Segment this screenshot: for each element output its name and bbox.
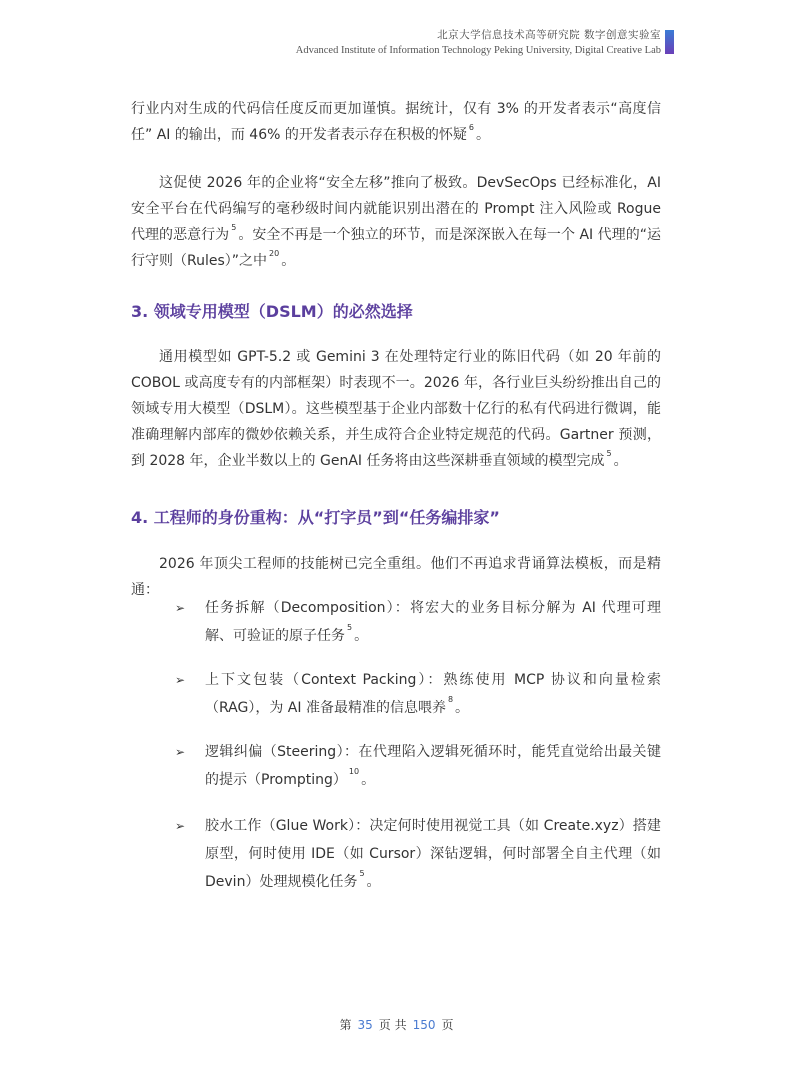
paragraph-security [131,170,661,274]
list-item-end: 。 [455,700,470,716]
citation-ref: 5 [347,623,353,632]
footer-suffix: 页 [441,1018,454,1032]
section-heading-3: 3. 领域专用模型（DSLM）的必然选择 [131,302,413,321]
paragraph-text: 。 [475,127,490,143]
citation-ref: 5 [231,223,237,232]
section-heading-4: 4. 工程师的身份重构：从“打字员”到“任务编排家” [131,508,500,527]
paragraph-text: 。安全不再是一个独立的环节，而是深深嵌入在每一个 AI 代理的“运行守则（Rules）”之中 [131,227,662,269]
list-item-text [205,812,661,896]
arrow-bullet-icon: ➢ [175,819,186,833]
paragraph-text: 。 [281,253,296,269]
list-item-end: 。 [366,874,381,890]
citation-ref: 8 [447,695,454,704]
list-item-body: 逻辑纠偏（Steering）：在代理陷入逻辑死循环时，能凭直觉给出最关键的提示（Prompting） [205,744,661,788]
list-item-text [205,738,661,794]
paragraph-text: 。 [613,453,628,469]
total-pages: 150 [412,1018,436,1032]
footer-prefix: 第 [339,1018,352,1032]
arrow-bullet-icon: ➢ [175,745,186,759]
list-item [175,738,661,794]
list-item-text [205,666,661,722]
paragraph-skills-intro: 2026 年顶尖工程师的技能树已完全重组。他们不再追求背诵算法模板，而是精通： [131,556,661,598]
page-footer [0,1016,793,1033]
citation-ref: 10 [348,767,360,776]
citation-ref: 5 [606,449,612,458]
paragraph-trust [131,96,661,148]
arrow-bullet-icon: ➢ [175,673,186,687]
header-institute-cn: 北京大学信息技术高等研究院 数字创意实验室 [437,29,661,41]
paragraph-dslm [131,344,661,474]
list-item-body: 上下文包装（Context Packing）：熟练使用 MCP 协议和向量检索（RAG），为 AI 准备最精准的信息喂养 [205,672,661,716]
list-item-body: 胶水工作（Glue Work）：决定何时使用视觉工具（如 Create.xyz）搭建原型，何时使用 IDE（如 Cursor）深钻逻辑，何时部署全自主代理（如 Devin）处理规模化任务 [205,818,661,890]
paragraph-text: 行业内对生成的代码信任度反而更加谨慎。据统计，仅有 3% 的开发者表示“高度信任” AI 的输出，而 46% 的开发者表示存在积极的怀疑 [131,101,661,143]
header-institute-en: Advanced Institute of Information Technology Peking University, Digital Creative Lab [295,45,661,56]
paragraph-text: 这促使 2026 年的企业将“安全左移”推向了极致。DevSecOps 已经标准化，AI 安全平台在代码编写的毫秒级时间内就能识别出潜在的 Prompt 注入风险或 Rogue 代理的恶意行为 [131,175,661,243]
header-accent-bar [665,30,674,54]
citation-ref: 20 [269,249,280,258]
paragraph-text: 通用模型如 GPT-5.2 或 Gemini 3 在处理特定行业的陈旧代码（如 20 年前的 COBOL 或高度专有的内部框架）时表现不一。2026 年，各行业巨头纷纷推出自己的领域专用大模型（DSLM）。这些模型基于企业内部数十亿行的私有代码进行微调，能准确理解内部库的微妙依赖关系，并生成符合企业特定规范的代码。Gartner 预测，到 2028 年，企业半数以上的 GenAI 任务将由这些深耕垂直领域的模型完成 [131,349,661,469]
citation-ref: 5 [359,869,365,878]
arrow-bullet-icon: ➢ [175,601,186,615]
list-item-body: 任务拆解（Decomposition）：将宏大的业务目标分解为 AI 代理可理解、可验证的原子任务 [205,600,661,644]
list-item [175,666,661,722]
list-item [175,594,661,650]
list-item [175,812,661,896]
list-item-end: 。 [354,628,369,644]
page-number: 35 [357,1018,373,1032]
page-header [296,28,661,58]
footer-mid: 页 共 [378,1018,407,1032]
list-item-end: 。 [361,772,376,788]
list-item-text [205,594,661,650]
citation-ref: 6 [468,123,474,132]
